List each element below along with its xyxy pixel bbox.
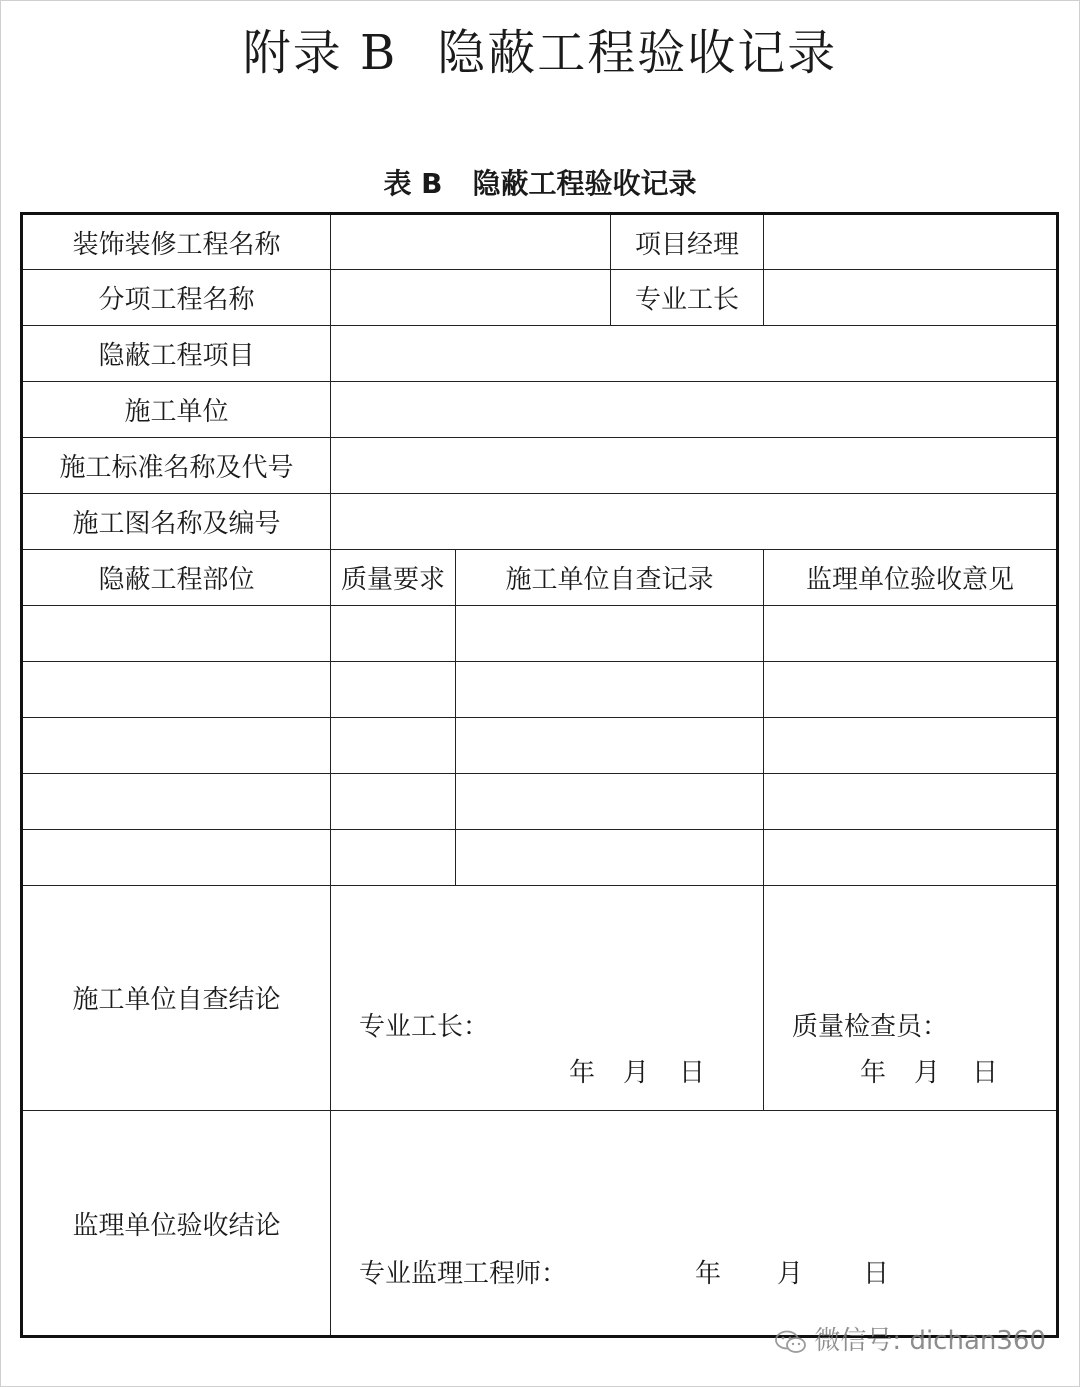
day-label: 日 xyxy=(679,1058,706,1088)
watermark-text: 微信号: dichan360 xyxy=(814,1326,1046,1356)
year-label: 年 xyxy=(695,1259,722,1289)
inspection-row xyxy=(22,662,1058,718)
part-cell[interactable] xyxy=(22,606,331,662)
supervisor-conclusion-label-text: 监理单位验收结论 xyxy=(72,1210,281,1241)
drawing-field[interactable] xyxy=(331,494,1058,550)
supervisor-opinion-cell[interactable] xyxy=(764,830,1058,886)
supervisor-opinion-cell[interactable] xyxy=(764,662,1058,718)
month-label: 月 xyxy=(777,1259,804,1289)
part-cell[interactable] xyxy=(22,718,331,774)
self-check-cell[interactable] xyxy=(456,662,764,718)
caption-main: 隐蔽工程验收记录 xyxy=(472,167,697,200)
self-check-cell[interactable] xyxy=(456,774,764,830)
hidden-item-label: 隐蔽工程项目 xyxy=(22,326,331,382)
supervisor-opinion-cell[interactable] xyxy=(764,774,1058,830)
title-main: 隐蔽工程验收记录 xyxy=(437,25,838,81)
project-manager-field[interactable] xyxy=(764,214,1058,270)
inspection-row xyxy=(22,606,1058,662)
foreman-signature-cell[interactable] xyxy=(331,886,764,1111)
project-name-field[interactable] xyxy=(331,214,611,270)
project-name-label: 装饰装修工程名称 xyxy=(22,214,331,270)
supervisor-conclusion-row xyxy=(22,1111,1058,1337)
standard-label: 施工标准名称及代号 xyxy=(22,438,331,494)
row-contractor xyxy=(22,382,1058,438)
watermark xyxy=(774,1320,1046,1357)
quality-cell[interactable] xyxy=(331,662,456,718)
day-label: 日 xyxy=(863,1259,890,1289)
quality-cell[interactable] xyxy=(331,774,456,830)
day-label: 日 xyxy=(972,1058,999,1088)
row-subproject-name xyxy=(22,270,1058,326)
header-supervisor-opinion: 监理单位验收意见 xyxy=(764,550,1058,606)
self-check-cell[interactable] xyxy=(456,606,764,662)
subproject-name-field[interactable] xyxy=(331,270,611,326)
foreman-sign-label: 专业工长： xyxy=(359,1012,490,1042)
part-cell[interactable] xyxy=(22,662,331,718)
supervisor-signature-cell[interactable] xyxy=(331,1111,1058,1337)
supervisor-opinion-cell[interactable] xyxy=(764,718,1058,774)
caption-prefix: 表 B xyxy=(383,167,443,200)
engineer-sign-label: 专业监理工程师： xyxy=(359,1259,568,1289)
inspection-row xyxy=(22,718,1058,774)
foreman-field[interactable] xyxy=(764,270,1058,326)
inspector-sign-label: 质量检查员： xyxy=(792,1012,949,1042)
wechat-icon xyxy=(774,1330,808,1354)
table-caption xyxy=(0,162,1080,202)
self-conclusion-label xyxy=(22,886,331,1111)
inspection-row xyxy=(22,774,1058,830)
self-conclusion-label-text: 施工单位自查结论 xyxy=(72,984,281,1015)
hidden-item-field[interactable] xyxy=(331,326,1058,382)
foreman-label: 专业工长 xyxy=(611,270,764,326)
self-check-cell[interactable] xyxy=(456,830,764,886)
quality-cell[interactable] xyxy=(331,718,456,774)
engineer-date xyxy=(695,1253,889,1290)
subproject-name-label: 分项工程名称 xyxy=(22,270,331,326)
inspection-row xyxy=(22,830,1058,886)
supervisor-opinion-cell[interactable] xyxy=(764,606,1058,662)
header-quality: 质量要求 xyxy=(331,550,456,606)
year-label: 年 xyxy=(860,1058,887,1088)
supervisor-conclusion-label xyxy=(22,1111,331,1337)
inspector-signature-cell[interactable] xyxy=(764,886,1058,1111)
month-label: 月 xyxy=(623,1058,650,1088)
part-cell[interactable] xyxy=(22,830,331,886)
document-title xyxy=(0,14,1080,83)
contractor-field[interactable] xyxy=(331,382,1058,438)
self-check-cell[interactable] xyxy=(456,718,764,774)
month-label: 月 xyxy=(914,1058,941,1088)
row-drawing xyxy=(22,494,1058,550)
year-label: 年 xyxy=(569,1058,596,1088)
standard-field[interactable] xyxy=(331,438,1058,494)
acceptance-form-table xyxy=(20,212,1059,1338)
part-cell[interactable] xyxy=(22,774,331,830)
self-conclusion-row xyxy=(22,886,1058,1111)
title-prefix: 附录 B xyxy=(242,25,398,81)
foreman-date xyxy=(569,1052,705,1089)
quality-cell[interactable] xyxy=(331,830,456,886)
quality-cell[interactable] xyxy=(331,606,456,662)
header-part: 隐蔽工程部位 xyxy=(22,550,331,606)
row-standard xyxy=(22,438,1058,494)
contractor-label: 施工单位 xyxy=(22,382,331,438)
project-manager-label: 项目经理 xyxy=(611,214,764,270)
row-project-name xyxy=(22,214,1058,270)
inspector-date xyxy=(860,1052,998,1089)
inspection-header-row xyxy=(22,550,1058,606)
row-hidden-item xyxy=(22,326,1058,382)
header-self-check: 施工单位自查记录 xyxy=(456,550,764,606)
drawing-label: 施工图名称及编号 xyxy=(22,494,331,550)
